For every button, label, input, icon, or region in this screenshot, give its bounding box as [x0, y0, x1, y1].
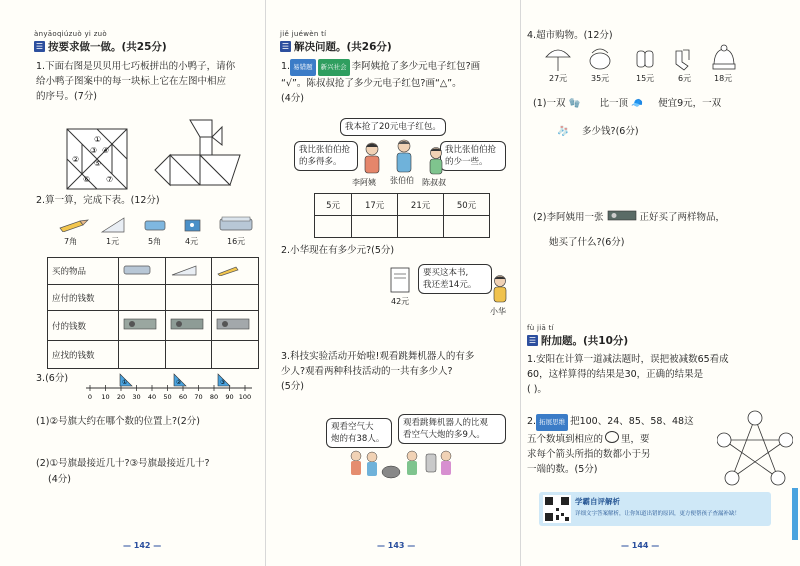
- number-line-label: 60: [178, 393, 188, 401]
- page-number-value: 144: [631, 541, 649, 550]
- amount-cell: 50元: [444, 194, 490, 216]
- banknote-50-icon: [607, 210, 637, 221]
- section-title: [280, 39, 392, 54]
- amount-cell: 17元: [352, 194, 398, 216]
- number-line-label: 50: [163, 393, 172, 401]
- page-number: — 142 —: [123, 541, 162, 550]
- flag-label-1: ①: [122, 379, 128, 386]
- page-number: — 144 —: [621, 541, 660, 550]
- answer-circle-left: [717, 433, 731, 447]
- fj2-line4: 一端的数。(5分): [527, 464, 598, 475]
- mark-cell[interactable]: [315, 216, 352, 238]
- number-line-label: 100: [238, 393, 252, 401]
- price-teapot: 35元: [591, 74, 610, 83]
- extra-section-title: [527, 333, 628, 348]
- section-title-text: 解决问题。(共26分): [294, 41, 392, 53]
- pencil-case-icon: [123, 264, 151, 276]
- badge-new-society: 新兴社会: [318, 59, 350, 76]
- number-line-label: 80: [209, 393, 219, 401]
- qr-code-icon: [543, 495, 571, 523]
- fj2-line1-text: 把100、24、85、58、48这: [570, 416, 694, 427]
- number-line-label: 20: [116, 393, 126, 401]
- xiaohua-figure: [488, 274, 512, 304]
- section-pinyin: jiě juéwèn tí: [280, 30, 327, 38]
- price-sharpener: 4元: [185, 237, 199, 246]
- section-title: [34, 39, 167, 54]
- number-line-label: 70: [194, 393, 203, 401]
- qr-title: 学霸自评解析: [575, 497, 620, 506]
- answer-circle-right: [779, 433, 793, 447]
- section-title-text: 按要求做一做。(共25分): [48, 41, 167, 53]
- q3-line1: 3.科技实验活动开始啦!观看跳舞机器人的有多: [281, 351, 475, 362]
- purchase-table: [47, 257, 259, 369]
- cell-item-2: [165, 258, 212, 285]
- speech-bubble-top: 我本抢了20元电子红包。: [340, 118, 446, 136]
- price-socks: 6元: [678, 74, 692, 83]
- page-142: [0, 0, 265, 566]
- q1-score: (4分): [281, 93, 304, 104]
- answer-circle-top: [748, 411, 762, 425]
- row-label-paid: 付的钱数: [48, 311, 119, 341]
- question-3-2-score: (4分): [48, 474, 71, 485]
- badge-extend-thinking: 拓展思维: [536, 414, 568, 431]
- q4-2-text-a: (2)李阿姨用一张: [533, 212, 604, 223]
- ruler-icon: [100, 216, 126, 234]
- mark-cell[interactable]: [398, 216, 444, 238]
- qr-subtitle: 详细文字答案解析，让你知道出错的原因，更方便帮孩子查漏补缺！: [575, 511, 741, 517]
- question-2-title: 2.小华现在有多少元?(5分): [281, 245, 395, 256]
- tangram-label-4: ④: [102, 146, 110, 155]
- price-ruler: 1元: [106, 237, 120, 246]
- ruler-icon: [170, 264, 198, 276]
- price-pencil: 7角: [64, 237, 78, 246]
- question-3-1: (1)②号旗大约在哪个数的位置上?(2分): [36, 416, 200, 427]
- book-price: 42元: [391, 297, 410, 306]
- tangram-label-1: ①: [94, 135, 102, 144]
- q4-1-text-c: 便宜9元，一双: [658, 98, 722, 109]
- banknote-icon: [123, 317, 157, 331]
- page-144: [520, 0, 800, 566]
- number-line: [82, 366, 262, 402]
- question-1: [281, 59, 521, 106]
- answer-cell[interactable]: [165, 341, 212, 369]
- speech-bubble-chen: [440, 141, 506, 171]
- number-line-label: 10: [101, 393, 110, 401]
- extra-question-1: [527, 352, 797, 397]
- tangram-label-6: ⑥: [83, 175, 91, 184]
- pencil-case-icon: [218, 214, 254, 234]
- tangram-label-3: ③: [90, 146, 98, 155]
- circle-symbol-icon: [605, 431, 619, 443]
- edge-tab-strip: [792, 488, 798, 540]
- q4-1-text-a: (1)一双: [533, 98, 566, 109]
- q4-1-text-b: 比一顶: [599, 98, 629, 109]
- speech-bubble-xiaohua: [418, 264, 492, 294]
- question-4-2-line2: 她买了什么?(6分): [549, 237, 625, 248]
- question-1: [36, 59, 266, 104]
- fj1-line3: ( )。: [527, 384, 547, 395]
- answer-cell[interactable]: [165, 285, 212, 311]
- page-number-value: 142: [133, 541, 151, 550]
- q1-line2: “√”。陈叔叔抢了多少元电子红包?画“△”。: [281, 78, 462, 89]
- cell-banknote-1: [119, 311, 166, 341]
- bubble-robot-line2: 看空气大炮的多9人。: [403, 430, 485, 440]
- section-icon: ☰: [35, 42, 44, 51]
- bubble-li-line2: 的多得多。: [299, 157, 342, 167]
- chen-shushu-figure: [424, 146, 448, 176]
- bubble-robot-line1: 观看跳舞机器人的比观: [403, 418, 489, 428]
- flag-label-3: ③: [220, 379, 226, 386]
- question-2-title: 2.算一算，完成下表。(12分): [36, 195, 160, 206]
- section-pinyin: ànyāoqiúzuò yi zuò: [34, 30, 107, 38]
- banknote-icon: [170, 317, 204, 331]
- page-143: [265, 0, 521, 566]
- price-gloves: 15元: [636, 74, 655, 83]
- page-number-value: 143: [387, 541, 405, 550]
- flag-label-2: ②: [176, 379, 182, 386]
- question-4-1: [533, 96, 793, 111]
- question-3-title: 3.(6分): [36, 373, 69, 384]
- children-group-illustration: [346, 448, 466, 482]
- amount-cell: 5元: [315, 194, 352, 216]
- book-icon: [388, 266, 412, 296]
- question-4-1-line2: [557, 124, 639, 139]
- gloves-icon-inline: 🧤: [568, 98, 581, 109]
- row-label-change: 应找的钱数: [48, 341, 119, 369]
- q1-line3: 的序号。(7分): [36, 91, 97, 102]
- bubble-air-line2: 炮的有38人。: [331, 434, 385, 444]
- qr-banner[interactable]: [539, 492, 771, 526]
- number-line-label: 30: [132, 393, 141, 401]
- extra-section-title-text: 附加题。(共10分): [541, 335, 629, 347]
- eraser-icon: [142, 218, 168, 232]
- q4-2-text-b: 正好买了两样物品，: [639, 212, 726, 223]
- q1-line1: 1. 易错题 新兴社会 李阿姨抢了多少元电子红包?画: [281, 59, 521, 76]
- fj2-line1: 2. 拓展思维 把100、24、85、58、48这: [527, 414, 717, 431]
- bubble-xiaohua-line2: 我还差14元。: [423, 280, 477, 290]
- section-icon: ☰: [528, 336, 537, 345]
- answer-cell[interactable]: [212, 341, 259, 369]
- bubble-air-line1: 观看空气大: [331, 422, 374, 432]
- number-line-label: 90: [225, 393, 234, 401]
- price-pencil-case: 16元: [227, 237, 246, 246]
- speech-bubble-li: [294, 141, 358, 171]
- sharpener-icon: [182, 216, 204, 234]
- section-icon: ☰: [281, 42, 290, 51]
- q3-line2: 少人?观看两种科技活动的一共有多少人?: [281, 366, 453, 377]
- tangram-label-7: ⑦: [106, 175, 114, 184]
- pencil-icon: [58, 218, 90, 232]
- knit-hat-icon: [710, 44, 738, 72]
- tangram-label-5: ⑤: [94, 159, 102, 168]
- tangram-square: [66, 128, 128, 190]
- name-zhang: 张伯伯: [390, 176, 414, 185]
- gloves-icon: [633, 46, 657, 72]
- q1-line1: 1.下面右图是贝贝用七巧板拼出的小鸭子，请你: [36, 61, 236, 72]
- page-number: — 143 —: [377, 541, 416, 550]
- zhang-bobo-figure: [390, 138, 418, 174]
- amount-table: [314, 193, 490, 238]
- question-4-2: [533, 210, 793, 225]
- name-li: 李阿姨: [352, 178, 376, 187]
- umbrella-icon: [543, 45, 573, 73]
- cell-item-3: [212, 258, 259, 285]
- q3-score: (5分): [281, 381, 304, 392]
- bubble-chen-line2: 的少一些。: [445, 157, 488, 167]
- teapot-icon: [586, 45, 614, 71]
- cell-banknote-3: [212, 311, 259, 341]
- question-3: [281, 349, 521, 394]
- row-label-items: 买的物品: [48, 258, 119, 285]
- star-circle-diagram: [717, 408, 793, 488]
- fj2-line2: [527, 431, 717, 447]
- li-ayi-figure: [358, 141, 386, 175]
- badge-easy-wrong: 易错题: [290, 59, 316, 76]
- hat-icon-inline: 🧢: [631, 98, 643, 109]
- socks-icon-inline: 🧦: [557, 126, 569, 137]
- fj2-line3: 求每个箭头所指的数都小于另: [527, 449, 651, 460]
- tangram-label-2: ②: [72, 155, 80, 164]
- mark-cell[interactable]: [352, 216, 398, 238]
- item-row: [58, 214, 258, 248]
- name-xiaohua: 小华: [490, 307, 506, 316]
- answer-cell[interactable]: [212, 285, 259, 311]
- q1-line2: 给小鸭子图案中的每一块标上它在左图中相应: [36, 76, 227, 87]
- answer-cell[interactable]: [119, 285, 166, 311]
- pencil-icon: [216, 264, 244, 276]
- price-hat: 18元: [714, 74, 733, 83]
- bubble-li-line1: 我比张伯伯抢: [299, 145, 351, 155]
- fj2-line2b-text: 里，要: [621, 434, 650, 445]
- mark-cell[interactable]: [444, 216, 490, 238]
- fj2-line2-text: 五个数填到相应的: [527, 434, 604, 445]
- speech-bubble-robot: [398, 414, 506, 444]
- answer-cell[interactable]: [119, 341, 166, 369]
- number-line-label: 0: [87, 393, 93, 401]
- answer-circle-bottom-right: [771, 471, 785, 485]
- fj1-line2: 60，这样算得的结果是30，正确的结果是: [527, 369, 704, 380]
- name-chen: 陈叔叔: [422, 178, 446, 187]
- bubble-chen-line1: 我比张伯伯抢: [445, 145, 497, 155]
- price-umbrella: 27元: [549, 74, 568, 83]
- cell-banknote-2: [165, 311, 212, 341]
- answer-circle-bottom-left: [725, 471, 739, 485]
- extra-section-pinyin: fù jiā tí: [527, 324, 554, 332]
- question-3-2: (2)①号旗最接近几十?③号旗最接近几十?: [36, 458, 210, 469]
- amount-cell: 21元: [398, 194, 444, 216]
- q1-line1-text: 李阿姨抢了多少元电子红包?画: [351, 61, 481, 72]
- row-label-due: 应付的钱数: [48, 285, 119, 311]
- speech-bubble-air-cannon: [326, 418, 392, 448]
- socks-icon: [671, 48, 695, 72]
- tangram-duck: [150, 115, 250, 195]
- fj1-line1: 1.安阳在计算一道减法题时，误把被减数65看成: [527, 354, 729, 365]
- banknote-icon: [216, 317, 250, 331]
- cell-item-1: [119, 258, 166, 285]
- price-eraser: 5角: [148, 237, 162, 246]
- number-line-label: 40: [147, 393, 157, 401]
- question-4-title: 4.超市购物。(12分): [527, 30, 613, 41]
- bubble-xiaohua-line1: 要买这本书,: [423, 268, 469, 278]
- q4-1-text-d: 多少钱?(6分): [582, 126, 639, 137]
- extra-question-2: [527, 414, 717, 477]
